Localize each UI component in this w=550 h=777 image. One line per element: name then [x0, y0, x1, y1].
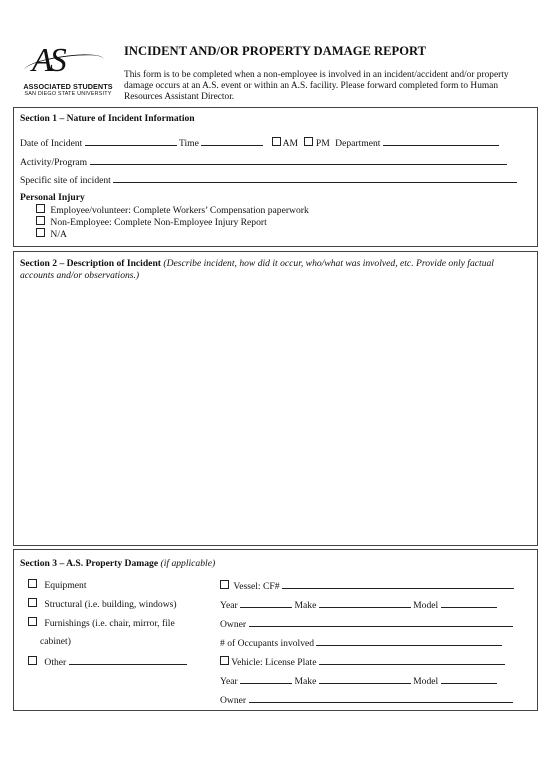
site-label: Specific site of incident	[20, 175, 111, 186]
pm-label: PM	[315, 138, 330, 149]
activity-row	[20, 155, 507, 168]
other-label: Other	[44, 657, 67, 668]
furnishings-label: Furnishings (i.e. chair, mirror, file	[44, 618, 175, 629]
logo-line-1: ASSOCIATED STUDENTS	[23, 82, 113, 91]
form-intro: This form is to be completed when a non-employee is involved in an incident/accident and/or property damage occurs at an A.S. event or within an A.S. facility. Please forward completed form to Human Resources Assistant Director.	[124, 70, 509, 103]
structural-option	[28, 598, 177, 610]
section-2-heading: Section 2 – Description of Incident	[20, 258, 161, 269]
vehicle-make-label: Make	[294, 676, 317, 687]
department-field[interactable]	[383, 136, 499, 146]
section-2-header	[20, 258, 530, 282]
injury-na-label: N/A	[50, 229, 67, 240]
structural-label: Structural (i.e. building, windows)	[44, 599, 177, 610]
injury-employee-label: Employee/volunteer: Complete Workers’ Compensation paperwork	[50, 205, 309, 216]
occupants-row	[220, 636, 502, 649]
section-2-box[interactable]	[13, 251, 538, 546]
license-plate-field[interactable]	[319, 655, 505, 665]
vehicle-details-row	[220, 674, 497, 687]
vessel-year-label: Year	[220, 600, 238, 611]
date-label: Date of Incident	[20, 138, 83, 149]
section-1-box	[13, 107, 538, 247]
vessel-make-label: Make	[294, 600, 317, 611]
occupants-field[interactable]	[316, 636, 502, 646]
equipment-label: Equipment	[44, 580, 87, 591]
vehicle-owner-label: Owner	[220, 695, 247, 706]
time-field[interactable]	[201, 136, 263, 146]
other-field[interactable]	[69, 655, 187, 665]
date-time-row	[20, 136, 499, 149]
personal-injury-heading: Personal Injury	[20, 192, 85, 203]
furnishings-checkbox[interactable]	[28, 617, 37, 626]
am-label: AM	[282, 138, 299, 149]
vehicle-row	[220, 655, 505, 668]
form-title: INCIDENT AND/OR PROPERTY DAMAGE REPORT	[124, 44, 427, 58]
vessel-model-label: Model	[413, 600, 439, 611]
injury-non-employee-label: Non-Employee: Complete Non-Employee Injury Report	[50, 217, 267, 228]
other-option	[28, 655, 187, 668]
date-field[interactable]	[85, 136, 177, 146]
vehicle-checkbox[interactable]	[220, 656, 229, 665]
time-label: Time	[178, 138, 199, 149]
injury-employee-checkbox[interactable]	[36, 204, 45, 213]
furnishings-option	[28, 617, 175, 629]
injury-option-non-employee	[36, 216, 267, 228]
vessel-owner-row	[220, 617, 513, 630]
structural-checkbox[interactable]	[28, 598, 37, 607]
occupants-label: # of Occupants involved	[220, 638, 315, 649]
section-3-box	[13, 549, 538, 711]
vessel-cf-field[interactable]	[282, 579, 514, 589]
equipment-checkbox[interactable]	[28, 579, 37, 588]
vessel-label: Vessel: CF#	[233, 581, 280, 592]
injury-na-checkbox[interactable]	[36, 228, 45, 237]
vessel-owner-field[interactable]	[249, 617, 513, 627]
injury-option-na	[36, 228, 67, 240]
furnishings-label-cont: cabinet)	[40, 636, 71, 647]
vehicle-year-field[interactable]	[240, 674, 292, 684]
injury-non-employee-checkbox[interactable]	[36, 216, 45, 225]
section-2-instructions: (Describe incident, how did it occur, who/what was involved, etc. Provide only factual accounts and/or observations.)	[20, 258, 494, 281]
vehicle-model-label: Model	[413, 676, 439, 687]
vessel-owner-label: Owner	[220, 619, 247, 630]
equipment-option	[28, 579, 87, 591]
vessel-make-field[interactable]	[319, 598, 411, 608]
vessel-checkbox[interactable]	[220, 580, 229, 589]
activity-field[interactable]	[90, 155, 507, 165]
am-checkbox[interactable]	[272, 137, 281, 146]
vessel-model-field[interactable]	[441, 598, 497, 608]
vehicle-owner-field[interactable]	[249, 693, 513, 703]
section-3-heading: Section 3 – A.S. Property Damage	[20, 558, 159, 569]
department-label: Department	[335, 138, 381, 149]
vessel-row	[220, 579, 514, 592]
vehicle-make-field[interactable]	[319, 674, 411, 684]
logo-line-2: SAN DIEGO STATE UNIVERSITY	[24, 91, 112, 97]
site-field[interactable]	[113, 173, 517, 183]
logo-mark: AS	[32, 42, 64, 79]
vehicle-year-label: Year	[220, 676, 238, 687]
vehicle-model-field[interactable]	[441, 674, 497, 684]
other-checkbox[interactable]	[28, 656, 37, 665]
vehicle-label: Vehicle: License Plate	[231, 657, 317, 668]
injury-option-employee	[36, 204, 309, 216]
vessel-details-row	[220, 598, 497, 611]
site-row	[20, 173, 517, 186]
vehicle-owner-row	[220, 693, 513, 706]
pm-checkbox[interactable]	[304, 137, 313, 146]
section-1-heading: Section 1 – Nature of Incident Information	[20, 113, 195, 124]
associated-students-logo	[22, 42, 113, 106]
section-3-heading-row	[20, 558, 215, 569]
vessel-year-field[interactable]	[240, 598, 292, 608]
section-3-qualifier: (if applicable)	[160, 558, 216, 569]
activity-label: Activity/Program	[20, 157, 88, 168]
